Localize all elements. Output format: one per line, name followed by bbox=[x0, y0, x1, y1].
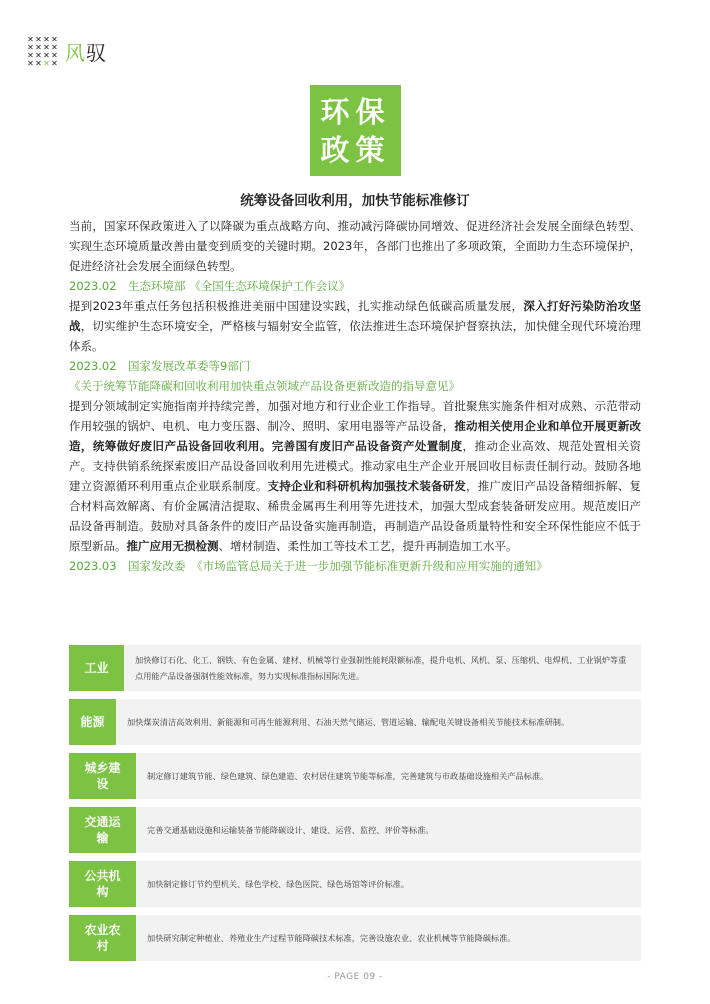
row-category: 工业 bbox=[69, 645, 124, 691]
badge-line-2: 政策 bbox=[320, 132, 391, 167]
section-3-date-line: 2023.03 国家发改委 《市场监管总局关于进一步加强节能标准更新升级和应用实施的通知》 bbox=[69, 559, 548, 573]
section-2-bold-2: 支持企业和科研机构加强技术装备研发 bbox=[267, 479, 467, 493]
section-1-paragraph bbox=[69, 296, 641, 356]
table-row bbox=[69, 699, 641, 745]
logo-text-accent: 风 bbox=[65, 40, 86, 65]
section-badge bbox=[310, 85, 401, 176]
badge-line-1: 环保 bbox=[320, 94, 391, 129]
section-2-bold-1: 推动相关使用企业和单位开展更新改造，统筹做好废旧产品设备回收利用。完善国有废旧产品设备资产处置制度 bbox=[69, 419, 641, 453]
section-2-text-2: ，推动企业高效、规范处置相关资产。支持供销系统探索废旧产品设备回收利用先进模式。推动家电生产企业开展回收目标责任制行动。鼓励各地建立资源循环利用重点企业联系制度。 bbox=[69, 439, 642, 493]
page-title: 统筹设备回收利用，加快节能标准修订 bbox=[240, 193, 470, 209]
row-description: 制定修订建筑节能、绿色建筑、绿色建造、农村居住建筑节能等标准，完善建筑与市政基础设施相关产品标准。 bbox=[147, 771, 549, 781]
article-body bbox=[69, 216, 641, 576]
standards-table bbox=[69, 645, 641, 969]
section-2-date-line: 2023.02 国家发展改革委等9部门 bbox=[69, 359, 251, 373]
section-2-paragraph bbox=[69, 396, 641, 556]
row-description: 加快制定修订节约型机关、绿色学校、绿色医院、绿色场馆等评价标准。 bbox=[147, 879, 410, 889]
section-2-bold-3: 推广应用无损检测 bbox=[126, 539, 219, 553]
table-row bbox=[69, 861, 641, 907]
section-1-text-b: ，切实维护生态环境安全，严格核与辐射安全监管，依法推进生态环境保护督察执法，加快健全现代环境治理体系。 bbox=[69, 319, 642, 353]
row-category: 城乡建设 bbox=[69, 753, 136, 799]
logo-text bbox=[65, 37, 107, 66]
section-2-doc-title: 《关于统筹节能降碳和回收利用加快重点领域产品设备更新改造的指导意见》 bbox=[69, 379, 460, 393]
table-row bbox=[69, 915, 641, 961]
table-row bbox=[69, 645, 641, 691]
section-1-bold-a: 深入打好污染防治攻坚战 bbox=[69, 299, 641, 333]
intro-paragraph: 当前，国家环保政策进入了以降碳为重点战略方向、推动减污降碳协同增效、促进经济社会发展全面绿色转型、实现生态环境质量改善由量变到质变的关键时期。2023年，各部门也推出了多项政策，全面助力生态环境保护，促进经济社会发展全面绿色转型。 bbox=[69, 219, 641, 273]
brand-logo bbox=[27, 36, 107, 66]
section-2-text-1: 提到分领域制定实施指南并持续完善，加强对地方和行业企业工作指导。首批聚焦实施条件相对成熟、示范带动作用较强的锅炉、电机、电力变压器、制冷、照明、家用电器等产品设备， bbox=[69, 399, 641, 433]
row-category: 公共机构 bbox=[69, 861, 136, 907]
logo-grid-icon: ✕ ✕ ✕ ✕ ✕ ✕ ✕ ✕ ✕ ✕ ✕ ✕ ✕ ✕ ✕ ✕ bbox=[27, 35, 58, 68]
section-1-text-a: 提到2023年重点任务包括积极推进美丽中国建设实践，扎实推动绿色低碳高质量发展， bbox=[69, 299, 524, 313]
table-row bbox=[69, 753, 641, 799]
table-row bbox=[69, 807, 641, 853]
row-description: 完善交通基础设施和运输装备节能降碳设计、建设、运营、监控、评价等标准。 bbox=[147, 825, 434, 835]
row-description: 加快煤炭清洁高效利用、新能源和可再生能源利用、石油天然气储运、管道运输、输配电关键设备相关节能技术标准研制。 bbox=[127, 717, 570, 727]
row-description: 加快修订石化、化工、钢铁、有色金属、建材、机械等行业强制性能耗限额标准，提升电机、风机、泵、压缩机、电焊机、工业锅炉等重点用能产品设备强制性能效标准，努力实现标准指标国际先进。 bbox=[135, 655, 627, 681]
row-category: 交通运输 bbox=[69, 807, 136, 853]
section-2-text-4: 、增材制造、柔性加工等技术工艺，提升再制造加工水平。 bbox=[218, 539, 518, 553]
page-number: - PAGE 09 - bbox=[327, 972, 383, 982]
row-category: 农业农村 bbox=[69, 915, 136, 961]
logo-text-main: 驭 bbox=[86, 40, 107, 65]
row-description: 加快研究制定种植业、养殖业生产过程节能降碳技术标准，完善设施农业、农业机械等节能降碳标准。 bbox=[147, 933, 516, 943]
section-1-date-line: 2023.02 生态环境部 《全国生态环境保护工作会议》 bbox=[69, 279, 351, 293]
row-category: 能源 bbox=[69, 699, 116, 745]
section-2-text-3: ，推广废旧产品设备精细拆解、复合材料高效解离、有价金属清洁提取、稀贵金属再生利用等先进技术，加强大型成套装备研发应用。规范废旧产品设备再制造。鼓励对具备条件的废旧产品设备实施再制造，再制造产品设备质量特性和安全环保性能应不低于原型新品。 bbox=[69, 479, 642, 553]
